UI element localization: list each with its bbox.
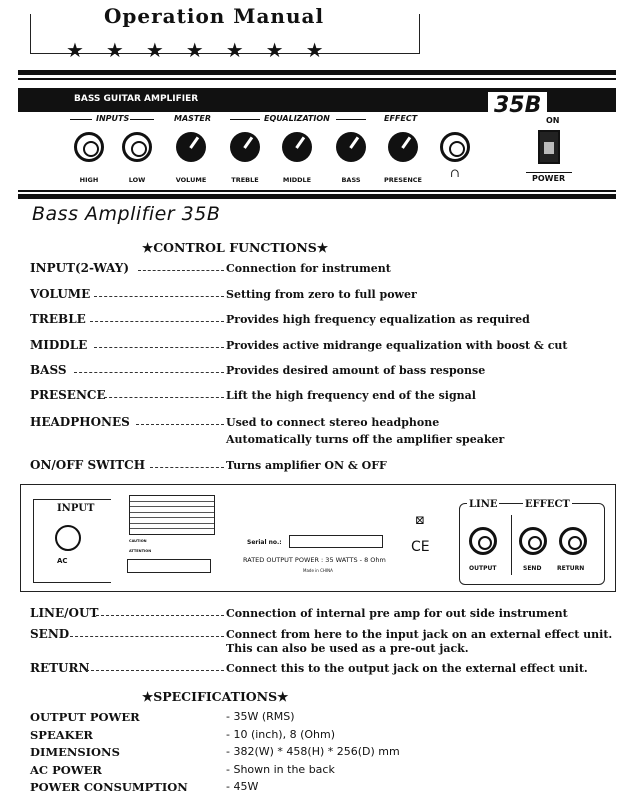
group-line	[130, 119, 154, 120]
amp-model-label: 35B	[488, 92, 547, 120]
function-label: PRESENCE	[30, 388, 106, 402]
spec-value: - 10 (inch), 8 (Ohm)	[226, 728, 336, 741]
headphone-icon: ∩	[450, 166, 461, 180]
treble-knob-icon	[230, 132, 260, 162]
ac-socket-icon	[55, 525, 81, 551]
function-desc: Turns amplifier ON & OFF	[226, 459, 387, 472]
function-label: HEADPHONES	[30, 415, 130, 429]
rated-output-label: RATED OUTPUT POWER : 35 WATTS - 8 Ohm	[243, 556, 386, 564]
send-jack-icon	[519, 527, 547, 555]
ce-mark: CE	[411, 539, 430, 555]
return-jack-label: RETURN	[557, 565, 585, 572]
group-effect: EFFECT	[384, 114, 418, 123]
serial-box	[289, 535, 383, 548]
group-line	[230, 119, 260, 120]
back-panel-illustration	[20, 484, 616, 592]
function-label: RETURN	[30, 661, 90, 675]
send-jack-label: SEND	[523, 565, 542, 572]
function-desc: Provides high frequency equalization as required	[226, 313, 530, 326]
specifications-heading: ★SPECIFICATIONS★	[142, 689, 289, 704]
function-label: VOLUME	[30, 287, 91, 301]
spec-label: POWER CONSUMPTION	[30, 780, 188, 794]
line-title: LINE	[469, 499, 498, 510]
group-line	[70, 119, 92, 120]
function-label: INPUT(2-WAY)	[30, 261, 130, 275]
header-stars: ★★★★★★★	[66, 38, 346, 62]
headphone-jack-icon	[440, 132, 470, 162]
input-jack-low-icon	[122, 132, 152, 162]
output-jack-label: OUTPUT	[469, 565, 497, 572]
group-master: MASTER	[174, 114, 211, 123]
spec-value: - Shown in the back	[226, 763, 335, 776]
function-label: TREBLE	[30, 312, 86, 326]
leader-dots	[150, 467, 224, 468]
leader-dots	[94, 296, 224, 297]
spec-value: - 35W (RMS)	[226, 710, 295, 723]
weee-bin-icon: ⊠	[415, 513, 426, 527]
leader-dots	[70, 636, 224, 637]
group-equalization: EQUALIZATION	[264, 114, 330, 123]
control-label-high: HIGH	[79, 176, 99, 184]
function-desc: Automatically turns off the amplifier speaker	[226, 433, 505, 446]
function-desc: Used to connect stereo headphone	[226, 416, 440, 429]
product-title: Bass Amplifier 35B	[32, 203, 221, 225]
divider	[18, 78, 616, 80]
spec-value: - 45W	[226, 780, 259, 793]
leader-dots	[74, 372, 224, 373]
function-desc: Connect from here to the input jack on an external effect unit.	[226, 628, 613, 641]
spec-label: SPEAKER	[30, 728, 93, 742]
control-label-bass: BASS	[341, 176, 361, 184]
back-input-title: INPUT	[57, 503, 95, 514]
leader-dots	[96, 615, 224, 616]
divider	[18, 70, 616, 75]
control-functions-heading: ★CONTROL FUNCTIONS★	[142, 240, 329, 255]
divider	[18, 190, 616, 192]
serial-label: Serial no.:	[247, 539, 282, 546]
spec-label: DIMENSIONS	[30, 745, 120, 759]
function-label: LINE/OUT	[30, 606, 99, 620]
function-desc: Connection for instrument	[226, 262, 391, 275]
group-line	[336, 119, 366, 120]
function-label: MIDDLE	[30, 338, 88, 352]
function-desc: Connect this to the output jack on the external effect unit.	[226, 662, 588, 675]
control-label-low: LOW	[128, 176, 146, 184]
spec-value: - 382(W) * 458(H) * 256(D) mm	[226, 745, 400, 758]
amp-brand-label: BASS GUITAR AMPLIFIER	[74, 94, 199, 104]
middle-knob-icon	[282, 132, 312, 162]
made-in-label: Made in CHINA	[303, 568, 333, 573]
on-label: ON	[546, 116, 560, 125]
control-label-presence: PRESENCE	[384, 176, 422, 184]
leader-dots	[104, 397, 224, 398]
function-desc: Provides desired amount of bass response	[226, 364, 486, 377]
voltage-table	[129, 495, 215, 535]
function-desc: Connection of internal pre amp for out side instrument	[226, 607, 568, 620]
control-label-volume: VOLUME	[175, 176, 207, 184]
power-switch-icon	[538, 130, 560, 164]
function-desc: Lift the high frequency end of the signal	[226, 389, 476, 402]
function-desc: Provides active midrange equalization with boost & cut	[226, 339, 568, 352]
leader-dots	[86, 670, 224, 671]
leader-dots	[90, 321, 224, 322]
function-desc: Setting from zero to full power	[226, 288, 417, 301]
line-effect-divider	[511, 515, 512, 575]
caution-text: CAUTION	[129, 539, 147, 543]
effect-title: EFFECT	[525, 499, 570, 510]
ac-label: AC	[57, 557, 68, 565]
leader-dots	[138, 270, 224, 271]
control-label-treble: TREBLE	[231, 176, 259, 184]
function-desc: This can also be used as a pre-out jack.	[226, 642, 469, 655]
function-label: SEND	[30, 627, 70, 641]
power-rule	[526, 172, 572, 173]
function-label: BASS	[30, 363, 67, 377]
output-jack-icon	[469, 527, 497, 555]
function-label: ON/OFF SWITCH	[30, 458, 146, 472]
leader-dots	[94, 347, 224, 348]
input-jack-high-icon	[74, 132, 104, 162]
control-label-middle: MIDDLE	[282, 176, 312, 184]
warning-label-box	[127, 559, 211, 573]
power-label: POWER	[532, 174, 566, 183]
spec-label: AC POWER	[30, 763, 102, 777]
leader-dots	[136, 424, 224, 425]
presence-knob-icon	[388, 132, 418, 162]
group-inputs: INPUTS	[96, 114, 130, 123]
volume-knob-icon	[176, 132, 206, 162]
return-jack-icon	[559, 527, 587, 555]
manual-title: Operation Manual	[104, 4, 325, 28]
spec-label: OUTPUT POWER	[30, 710, 140, 724]
attention-text: ATTENTION	[129, 549, 152, 553]
bass-knob-icon	[336, 132, 366, 162]
front-panel-illustration	[18, 84, 616, 186]
divider	[18, 194, 616, 199]
